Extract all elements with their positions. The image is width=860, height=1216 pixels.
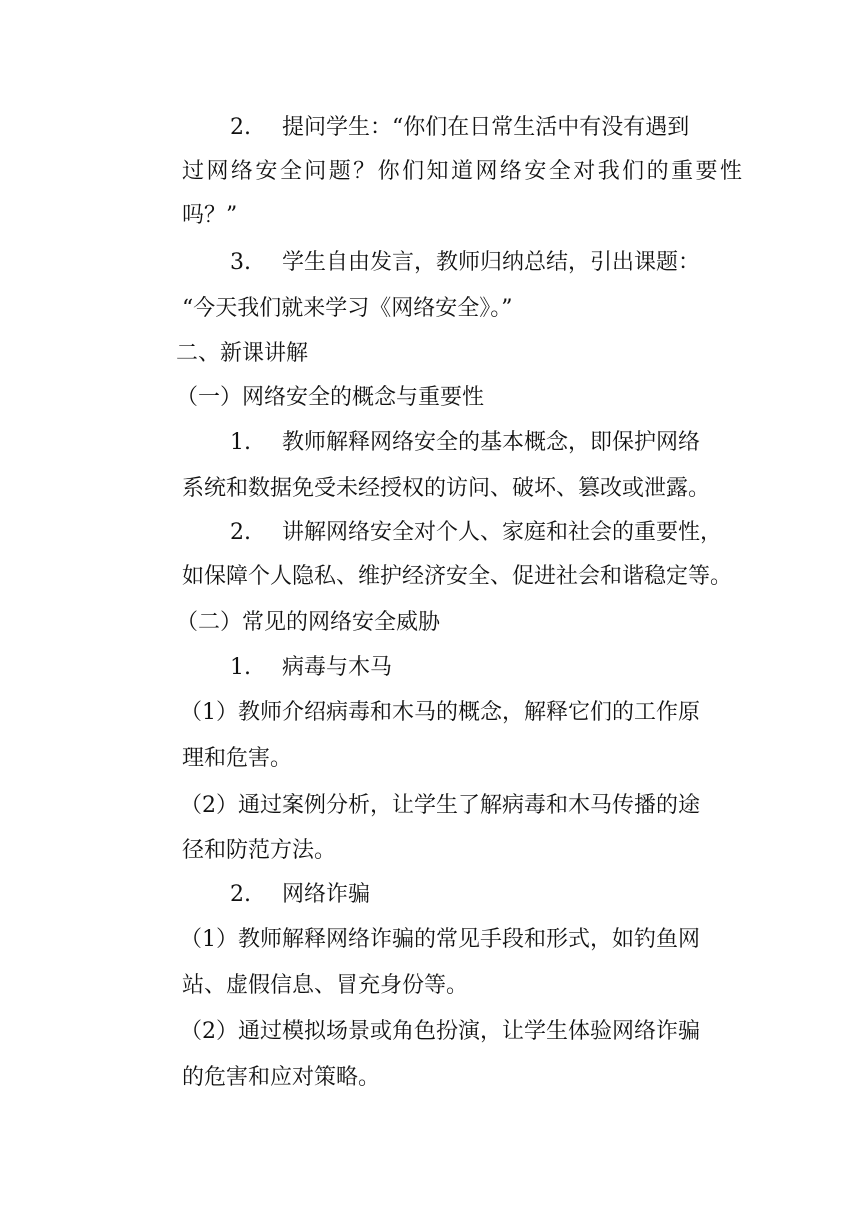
point-line: （2）通过案例分析，让学生了解病毒和木马传播的途 <box>180 793 700 818</box>
point-line: 径和防范方法。 <box>182 838 337 863</box>
list-item-text: 讲解网络安全对个人、家庭和社会的重要性， <box>282 520 723 545</box>
paragraph-text: 提问学生：“你们在日常生活中有没有遇到 <box>282 115 690 140</box>
topic-heading <box>182 873 742 917</box>
paragraph-line: “今天我们就来学习《网络安全》。” <box>182 296 513 321</box>
paragraph-line <box>182 241 742 285</box>
point-line: 的危害和应对策略。 <box>182 1065 381 1090</box>
list-item-line <box>182 421 742 465</box>
paragraph-line: 吗？” <box>182 203 238 228</box>
point-line: （1）教师介绍病毒和木马的概念，解释它们的工作原 <box>180 700 700 725</box>
topic-label: 网络诈骗 <box>282 882 371 907</box>
topic-label: 病毒与木马 <box>282 655 393 680</box>
list-number: 2. <box>230 520 251 545</box>
list-item-line: 如保障个人隐私、维护经济安全、促进社会和谐稳定等。 <box>182 564 733 589</box>
paragraph-text: 学生自由发言，教师归纳总结，引出课题： <box>282 250 701 275</box>
list-item-line <box>182 511 742 555</box>
paragraph-line <box>182 106 742 150</box>
point-line: 理和危害。 <box>182 746 293 771</box>
list-number: 2. <box>230 882 251 907</box>
point-line: 站、虚假信息、冒充身份等。 <box>182 973 469 998</box>
list-number: 1. <box>230 655 251 680</box>
list-number: 2. <box>230 115 251 140</box>
subsection-title: （一）网络安全的概念与重要性 <box>176 385 485 410</box>
topic-heading <box>182 646 742 690</box>
list-item-line: 系统和数据免受未经授权的访问、破坏、篡改或泄露。 <box>182 476 711 501</box>
list-number: 3. <box>230 250 251 275</box>
list-number: 1. <box>230 430 251 455</box>
paragraph-line: 过网络安全问题？你们知道网络安全对我们的重要性 <box>182 159 742 184</box>
subsection-title: （二）常见的网络安全威胁 <box>176 610 441 635</box>
point-line: （1）教师解释网络诈骗的常见手段和形式，如钓鱼网 <box>180 927 700 952</box>
point-line: （2）通过模拟场景或角色扮演，让学生体验网络诈骗 <box>180 1019 700 1044</box>
section-title: 二、新课讲解 <box>176 341 309 366</box>
list-item-text: 教师解释网络安全的基本概念，即保护网络 <box>282 430 701 455</box>
